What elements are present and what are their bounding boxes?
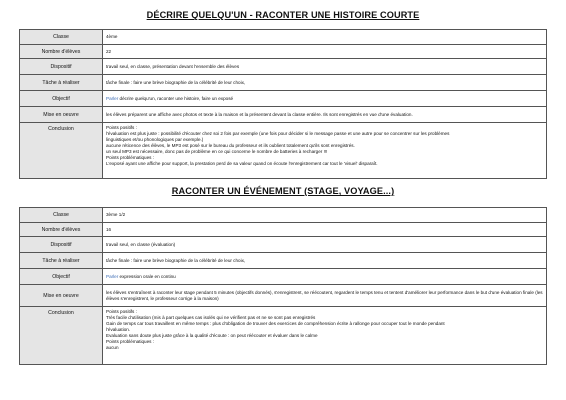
conclusion-line: Très facile d'utilisation (mis à part quelques cas isolés qui ne vérifient pas et ne se sont pas enregistrés: [106, 315, 316, 320]
table-row: [20, 45, 547, 59]
conclusion-text: [103, 307, 547, 365]
objective-text: décrire quelqu'un, raconter une histoire, faire un exposé: [119, 95, 234, 101]
conclusion-line: aucune réticence des élèves, le MP3 est posé sur le bureau du professeur et ils oublient totalement qu'ils sont enregistrés.: [106, 143, 355, 148]
row-label: Classe: [20, 30, 103, 45]
row-label: Tâche à réaliser: [20, 75, 103, 91]
row-label: Nombre d'élèves: [20, 223, 103, 237]
conclusion-line: un seul MP3 est nécessaire, donc pas de problème en ce qui concerne le nombre de batteries à recharger !!!: [106, 149, 328, 154]
row-value: [103, 91, 547, 107]
conclusion-line: aucun: [106, 345, 119, 350]
row-label: Mise en oeuvre: [20, 107, 103, 123]
table-row: [20, 223, 547, 237]
table-row: [20, 123, 547, 179]
row-value: travail seul, en classe (évaluation): [103, 237, 547, 253]
row-value: tâche finale : faire une brève biographie de la célébrité de leur choix,: [103, 75, 547, 91]
row-value: [103, 269, 547, 285]
table-row: [20, 75, 547, 91]
row-label: Conclusion: [20, 123, 103, 179]
conclusion-line: Points problématiques :: [106, 155, 155, 160]
table-row: [20, 107, 547, 123]
row-value: tâche finale : faire une brève biographie de la célébrité de leur choix,: [103, 253, 547, 269]
row-value: travail seul, en classe, présentation devant l'ensemble des élèves: [103, 59, 547, 75]
conclusion-line: l'évaluation est plus juste : possibilité d'écouter chez soi 2 fois par exemple (une fois pour décider si le message passe et une autre pour se concentrer sur les problèmes: [106, 131, 450, 136]
table-row: [20, 269, 547, 285]
row-value: 3ème 1/2: [103, 208, 547, 223]
row-label: Conclusion: [20, 307, 103, 365]
table-row: [20, 237, 547, 253]
row-value: 22: [103, 45, 547, 59]
table-row: [20, 253, 547, 269]
section1-title: DÉCRIRE QUELQU'UN - RACONTER UNE HISTOIRE COURTE: [146, 10, 420, 20]
row-label: Dispositif: [20, 237, 103, 253]
conclusion-line: Evaluation sans doute plus juste grâce à la qualité d'écoute : on peut réécouter et évaluer dans le calme: [106, 333, 318, 338]
row-label: Objectif: [20, 91, 103, 107]
conclusion-line: Points positifs :: [106, 125, 137, 130]
table-row: [20, 59, 547, 75]
section2-title: RACONTER UN ÉVÉNEMENT (STAGE, VOYAGE...): [171, 186, 395, 196]
section2-table: [19, 207, 547, 365]
conclusion-line: Points problématiques :: [106, 339, 155, 344]
table-row: [20, 307, 547, 365]
objective-prefix: Parler: [106, 273, 119, 279]
conclusion-line: linguistiques et/ou phonologiques par exemple.): [106, 137, 204, 142]
conclusion-line: Gain de temps car tous travaillent en même temps : plus d'obligation de trouver des exercices de compréhension écrite à rallonge pour occuper tout le monde pendant: [106, 321, 445, 326]
row-value: 16: [103, 223, 547, 237]
table-row: [20, 30, 547, 45]
conclusion-line: l'évaluation.: [106, 327, 131, 332]
row-label: Nombre d'élèves: [20, 45, 103, 59]
row-value: 4ème: [103, 30, 547, 45]
conclusion-line: L'exposé ayant une affiche pour support, la prestation perd de sa valeur quand on écoute l'enregistrement car tout le 'visuel' disparaît.: [106, 161, 378, 166]
table-row: [20, 285, 547, 307]
conclusion-text: [103, 123, 547, 179]
section1-table: [19, 29, 547, 179]
row-label: Dispositif: [20, 59, 103, 75]
objective-prefix: Parler: [106, 95, 119, 101]
table-row: [20, 91, 547, 107]
row-label: Mise en oeuvre: [20, 285, 103, 307]
row-value: les élèves préparent une affiche avec photos et texte à la maison et la présentent devant la classe entière. Ils sont enregistrés en vue d'une évaluation.: [103, 107, 547, 123]
row-value: les élèves s'entraînent à raconter leur stage pendant 5 minutes (objectifs donnés), s'enregistrent, se réécoutent, regardent le temps tenu et tentent d'améliorer leur performance dans le but d'une évaluation finale (les élèves s'enregistrent, le professeur corrige à la maison): [103, 285, 547, 307]
table-row: [20, 208, 547, 223]
conclusion-line: Points positifs :: [106, 309, 137, 314]
row-label: Tâche à réaliser: [20, 253, 103, 269]
objective-text: expression orale en continu: [119, 273, 176, 279]
row-label: Classe: [20, 208, 103, 223]
row-label: Objectif: [20, 269, 103, 285]
